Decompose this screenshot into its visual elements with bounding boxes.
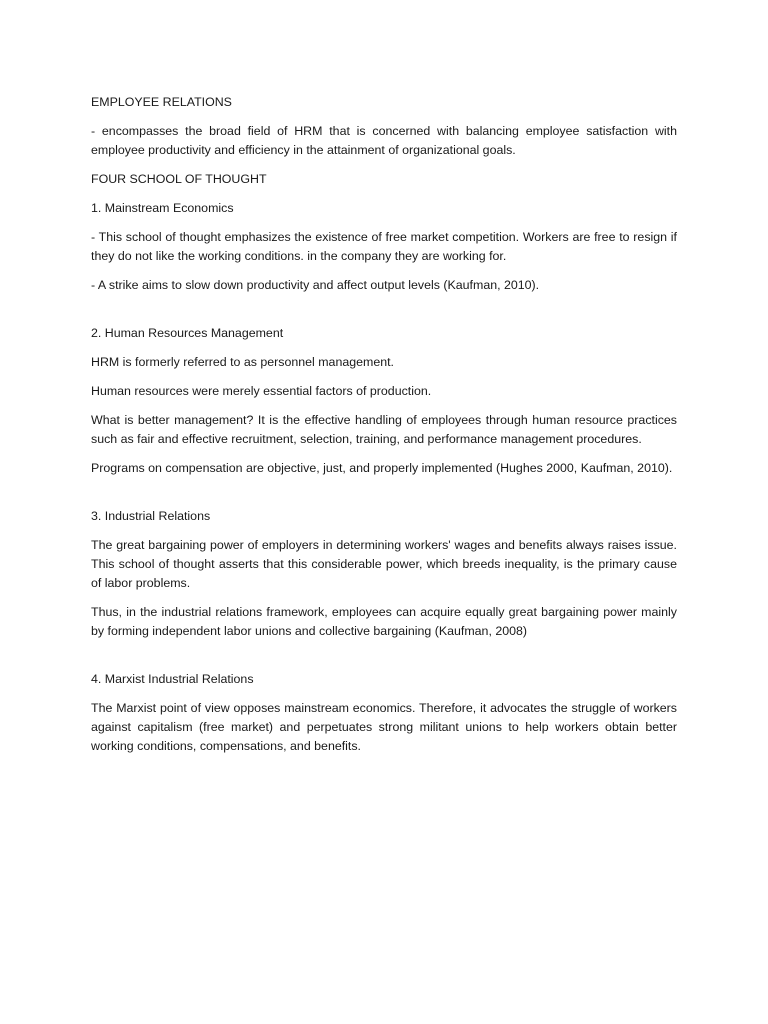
document-page: [91, 93, 677, 766]
section-paragraph: Human resources were merely essential factors of production.: [91, 384, 432, 398]
section-heading: 2. Human Resources Management: [91, 326, 284, 340]
section-industrial-relations: [91, 507, 677, 641]
section-paragraph: - This school of thought emphasizes the existence of free market competition. Workers are free to resign if they do not like the working conditions. in the company they are working for.: [91, 230, 677, 263]
definition-paragraph: - encompasses the broad field of HRM that is concerned with balancing employee satisfaction with employee productivity and efficiency in the attainment of organizational goals.: [91, 124, 677, 157]
schools-heading: FOUR SCHOOL OF THOUGHT: [91, 172, 267, 186]
section-paragraph: The great bargaining power of employers in determining workers' wages and benefits always raises issue. This school of thought asserts that this considerable power, which breeds inequality, is the primary cause of labor problems.: [91, 538, 677, 590]
section-heading: 3. Industrial Relations: [91, 509, 211, 523]
section-heading: 4. Marxist Industrial Relations: [91, 672, 254, 686]
section-paragraph: What is better management? It is the effective handling of employees through human resource practices such as fair and effective recruitment, selection, training, and performance management procedures.: [91, 413, 677, 446]
section-marxist-industrial-relations: [91, 670, 677, 756]
section-paragraph: - A strike aims to slow down productivity and affect output levels (Kaufman, 2010).: [91, 278, 540, 292]
document-title: EMPLOYEE RELATIONS: [91, 95, 232, 109]
section-paragraph: HRM is formerly referred to as personnel management.: [91, 355, 395, 369]
section-spacer: [91, 305, 677, 324]
section-paragraph: The Marxist point of view opposes mainstream economics. Therefore, it advocates the struggle of workers against capitalism (free market) and perpetuates strong militant unions to help workers obtain better working conditions, compensations, and benefits.: [91, 701, 677, 753]
section-human-resources-management: [91, 324, 677, 478]
section-spacer: [91, 488, 677, 507]
section-spacer: [91, 651, 677, 670]
section-mainstream-economics: [91, 199, 677, 295]
section-paragraph: Programs on compensation are objective, just, and properly implemented (Hughes 2000, Kaufman, 2010).: [91, 461, 673, 475]
section-paragraph: Thus, in the industrial relations framework, employees can acquire equally great bargaining power mainly by forming independent labor unions and collective bargaining (Kaufman, 2008): [91, 605, 677, 638]
section-heading: 1. Mainstream Economics: [91, 201, 234, 215]
